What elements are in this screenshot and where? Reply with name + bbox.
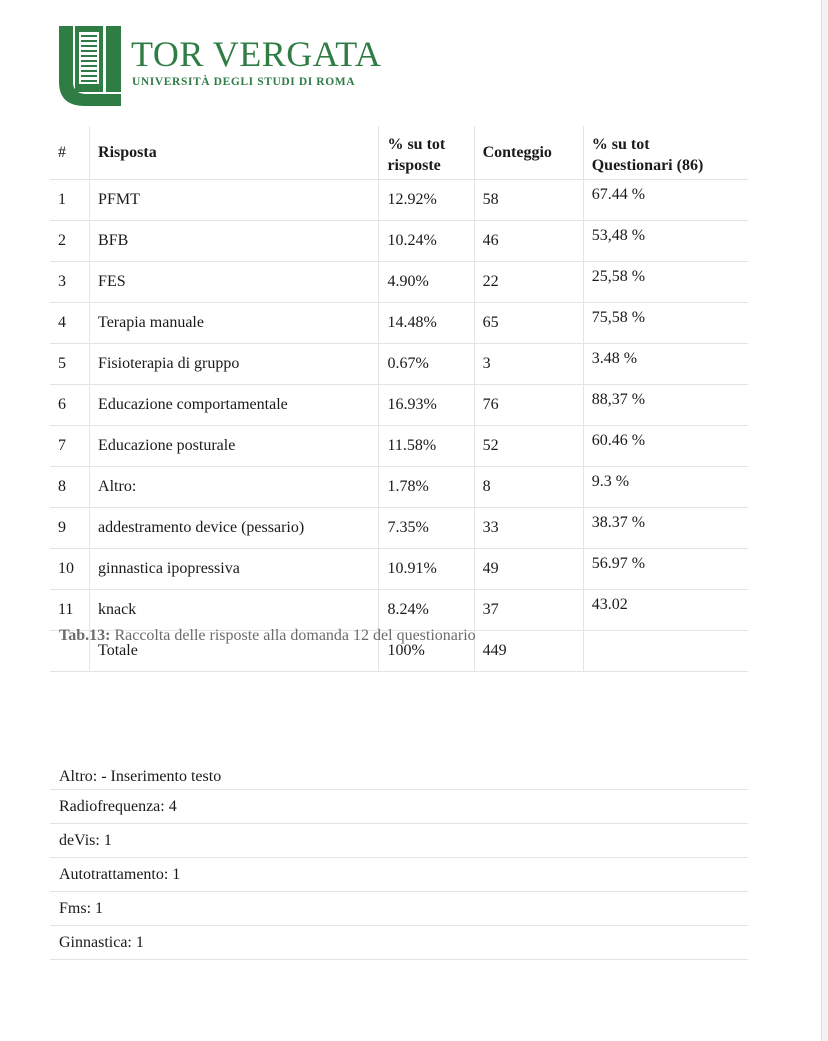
cell-risposta: Fisioterapia di gruppo <box>90 344 379 385</box>
cell-num: 6 <box>50 385 90 426</box>
table-row <box>50 221 748 262</box>
cell-num: 2 <box>50 221 90 262</box>
table-row <box>50 385 748 426</box>
cell-num: 11 <box>50 590 90 631</box>
table-row <box>50 344 748 385</box>
cell-total-label: Totale <box>90 631 379 672</box>
cell-pct: 4.90% <box>379 262 474 303</box>
cell-risposta: Altro: <box>90 467 379 508</box>
cell-num: 8 <box>50 467 90 508</box>
header-pct-risposte <box>379 126 474 180</box>
cell-pct: 11.58% <box>379 426 474 467</box>
list-item: Radiofrequenza: 4 <box>50 790 748 824</box>
cell-risposta: Educazione comportamentale <box>90 385 379 426</box>
cell-total-quest <box>583 631 748 672</box>
header-pct-line1: % su tot <box>387 136 446 153</box>
cell-risposta: BFB <box>90 221 379 262</box>
table-row <box>50 303 748 344</box>
list-item: Autotrattamento: 1 <box>50 858 748 892</box>
list-item: Ginnastica: 1 <box>50 926 748 960</box>
table-row <box>50 549 748 590</box>
cell-pct: 10.24% <box>379 221 474 262</box>
cell-risposta: addestramento device (pessario) <box>90 508 379 549</box>
cell-pct: 14.48% <box>379 303 474 344</box>
cell-risposta: PFMT <box>90 180 379 221</box>
cell-pct: 10.91% <box>379 549 474 590</box>
cell-count: 65 <box>474 303 583 344</box>
cell-risposta: ginnastica ipopressiva <box>90 549 379 590</box>
cell-num: 10 <box>50 549 90 590</box>
cell-pct: 16.93% <box>379 385 474 426</box>
caption-label: Tab.13: <box>59 627 111 644</box>
header-pct-line2: risposte <box>387 157 441 174</box>
list-item: Fms: 1 <box>50 892 748 926</box>
cell-risposta: knack <box>90 590 379 631</box>
logo-title: TOR VERGATA <box>131 34 382 74</box>
cell-pct: 0.67% <box>379 344 474 385</box>
table-row <box>50 590 748 631</box>
header-pct-questionari <box>583 126 748 180</box>
cell-quest: 88,37 % <box>583 385 748 426</box>
responses-table <box>50 126 748 672</box>
cell-count: 3 <box>474 344 583 385</box>
page-edge <box>821 0 828 1041</box>
list-item: deVis: 1 <box>50 824 748 858</box>
cell-count: 52 <box>474 426 583 467</box>
cell-quest: 25,58 % <box>583 262 748 303</box>
cell-count: 76 <box>474 385 583 426</box>
cell-count: 46 <box>474 221 583 262</box>
caption-text: Raccolta delle risposte alla domanda 12 del questionario <box>114 627 476 644</box>
table-caption <box>59 627 476 645</box>
cell-quest: 9.3 % <box>583 467 748 508</box>
university-logo <box>59 26 382 108</box>
cell-pct: 7.35% <box>379 508 474 549</box>
cell-pct: 1.78% <box>379 467 474 508</box>
cell-quest: 53,48 % <box>583 221 748 262</box>
cell-num: 9 <box>50 508 90 549</box>
cell-total-count: 449 <box>474 631 583 672</box>
logo-emblem-icon <box>59 26 121 106</box>
cell-num: 7 <box>50 426 90 467</box>
cell-quest: 60.46 % <box>583 426 748 467</box>
cell-quest: 38.37 % <box>583 508 748 549</box>
cell-count: 33 <box>474 508 583 549</box>
cell-num: 3 <box>50 262 90 303</box>
table-row <box>50 467 748 508</box>
cell-quest: 3.48 % <box>583 344 748 385</box>
header-quest-line2: Questionari (86) <box>591 157 704 174</box>
header-quest-line1: % su tot <box>591 136 650 153</box>
cell-total-pct: 100% <box>379 631 474 672</box>
cell-risposta: Terapia manuale <box>90 303 379 344</box>
cell-num: 5 <box>50 344 90 385</box>
cell-pct: 8.24% <box>379 590 474 631</box>
cell-pct: 12.92% <box>379 180 474 221</box>
cell-quest: 67.44 % <box>583 180 748 221</box>
table-row <box>50 180 748 221</box>
header-num: # <box>50 126 90 180</box>
altro-responses-list <box>50 762 748 960</box>
header-conteggio: Conteggio <box>474 126 583 180</box>
cell-count: 8 <box>474 467 583 508</box>
logo-subtitle: UNIVERSITÀ DEGLI STUDI DI ROMA <box>132 76 356 88</box>
cell-count: 37 <box>474 590 583 631</box>
cell-quest: 43.02 <box>583 590 748 631</box>
cell-num: 1 <box>50 180 90 221</box>
cell-num: 4 <box>50 303 90 344</box>
header-risposta: Risposta <box>90 126 379 180</box>
table-row <box>50 508 748 549</box>
cell-risposta: FES <box>90 262 379 303</box>
cell-count: 49 <box>474 549 583 590</box>
cell-count: 58 <box>474 180 583 221</box>
cell-quest: 56.97 % <box>583 549 748 590</box>
cell-risposta: Educazione posturale <box>90 426 379 467</box>
cell-quest: 75,58 % <box>583 303 748 344</box>
table-header-row <box>50 126 748 180</box>
list-item: Altro: - Inserimento testo <box>50 762 748 790</box>
table-row <box>50 426 748 467</box>
cell-count: 22 <box>474 262 583 303</box>
table-row <box>50 262 748 303</box>
